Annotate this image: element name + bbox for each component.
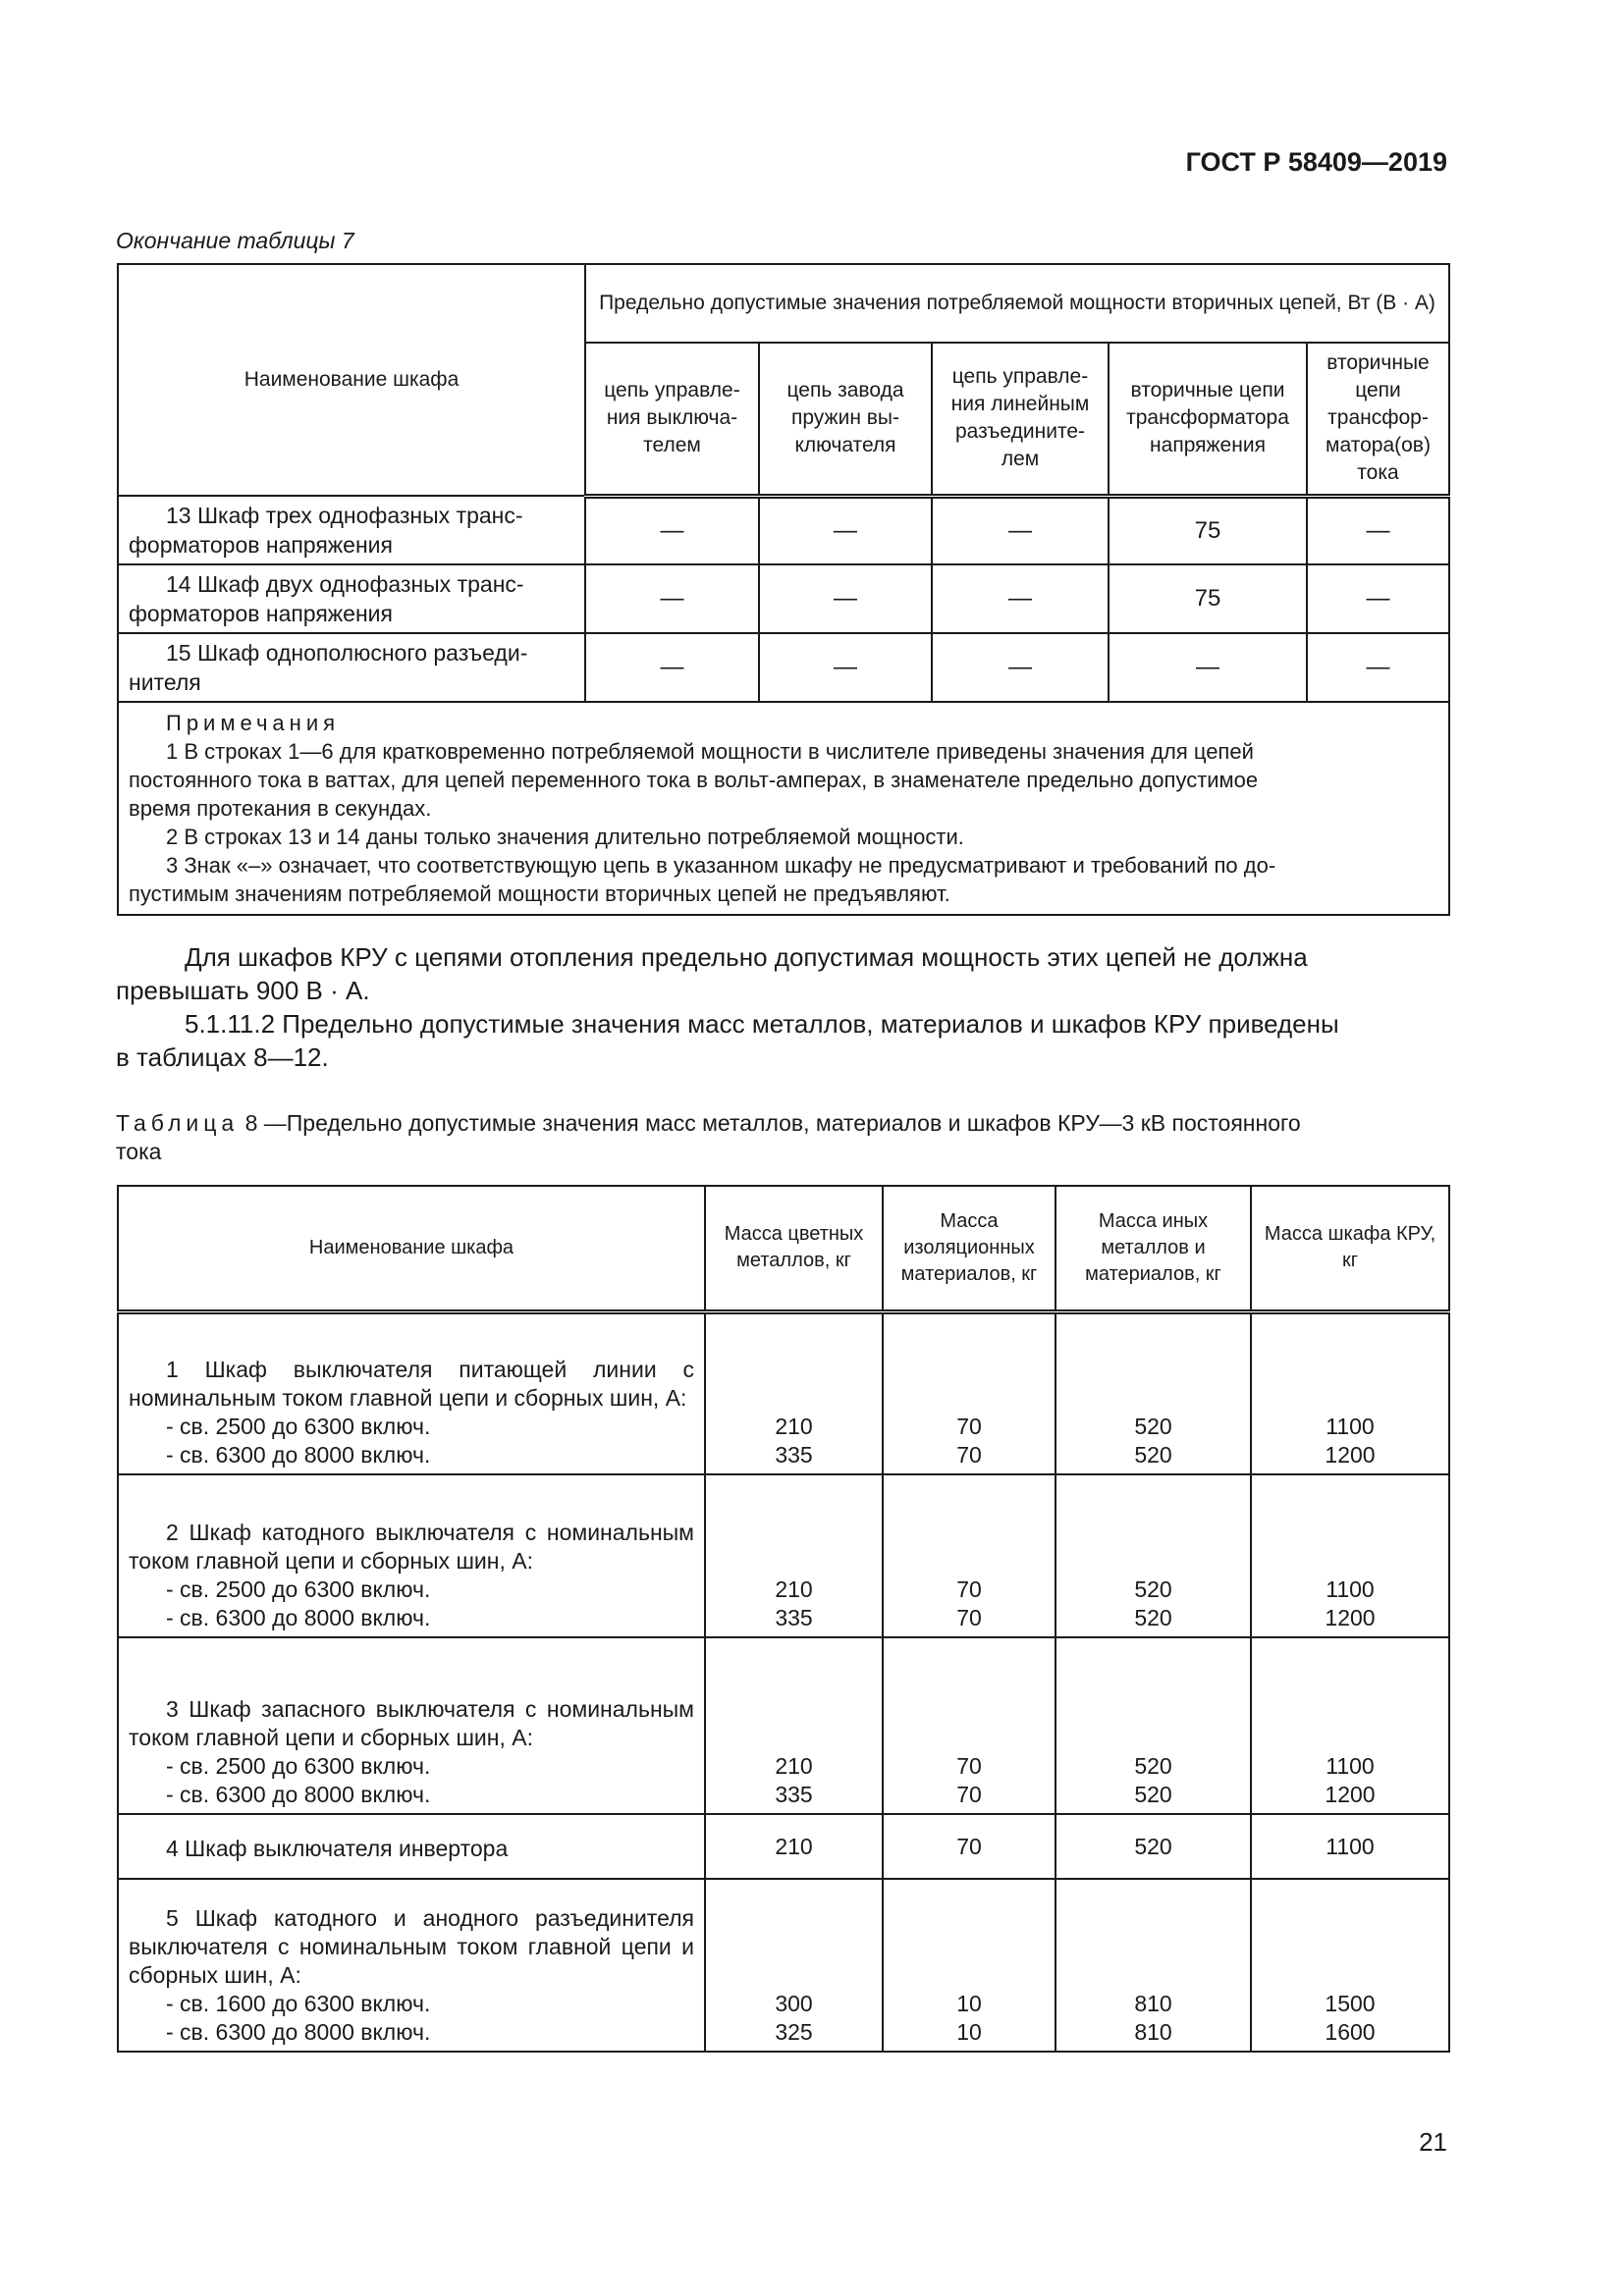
cell: 1100 1200	[1251, 1311, 1449, 1474]
cell: 300 325	[705, 1879, 883, 2052]
table-row	[118, 564, 1449, 633]
cell: —	[585, 633, 759, 702]
cell: —	[585, 496, 759, 564]
cell: 210	[705, 1814, 883, 1879]
document-id-header: ГОСТ Р 58409—2019	[1185, 147, 1447, 177]
row-sub: - св. 6300 до 8000 включ.	[166, 2019, 431, 2045]
cell: 70 70	[883, 1637, 1056, 1814]
table8-caption-label: Таблица	[116, 1110, 240, 1136]
cell: 10 10	[883, 1879, 1056, 2052]
row-lead: 2 Шкаф катодного выключателя с номинальным током главной цепи и сборных шин, А:	[129, 1520, 694, 1574]
row-lead: 5 Шкаф катодного и анодного разъединителя выключателя с номинальным током главной цепи и сборных шин, А:	[129, 1905, 694, 1988]
cell: 70	[883, 1814, 1056, 1879]
cell: —	[1307, 633, 1449, 702]
table8	[117, 1185, 1450, 2053]
cell: 1100	[1251, 1814, 1449, 1879]
cell: —	[759, 496, 932, 564]
table8-caption-text: 8 —Предельно допустимые значения масс металлов, материалов и шкафов КРУ—3 кВ постоянного	[239, 1110, 1301, 1136]
cell: 1100 1200	[1251, 1474, 1449, 1637]
table7-caption: Окончание таблицы 7	[116, 228, 354, 253]
cell: —	[932, 633, 1109, 702]
table8-caption	[116, 1109, 1447, 1166]
row-sub: - св. 2500 до 6300 включ.	[166, 1753, 431, 1779]
column-header: цепь управле- ния линейным разъедините- лем	[932, 343, 1109, 496]
row-sub: - св. 6300 до 8000 включ.	[166, 1442, 431, 1468]
paragraph-clause-5-1-11-2	[116, 1007, 1447, 1074]
table-row	[118, 633, 1449, 702]
table-row	[118, 496, 1449, 564]
row-sub: - св. 6300 до 8000 включ.	[166, 1782, 431, 1807]
cell: 1500 1600	[1251, 1879, 1449, 2052]
cell: 75	[1109, 496, 1307, 564]
column-header-cabinet-name: Наименование шкафа	[118, 264, 585, 496]
note-3: 3 Знак «–» означает, что соответствующую цепь в указанном шкафу не предусматривают и требований по до-	[166, 853, 1276, 878]
row-name	[118, 1814, 705, 1879]
column-header: Масса цветных металлов, кг	[705, 1186, 883, 1311]
paragraph-line: в таблицах 8—12.	[116, 1042, 329, 1072]
row-sub: - св. 2500 до 6300 включ.	[166, 1576, 431, 1602]
cell: —	[759, 633, 932, 702]
column-header: вторичные цепи трансфор- матора(ов) тока	[1307, 343, 1449, 496]
column-header: Масса иных металлов и материалов, кг	[1056, 1186, 1251, 1311]
row-name	[118, 1474, 705, 1637]
cell: —	[759, 564, 932, 633]
column-header: вторичные цепи трансформатора напряжения	[1109, 343, 1307, 496]
cell: 810 810	[1056, 1879, 1251, 2052]
cell: 210 335	[705, 1311, 883, 1474]
note-1: 1 В строках 1—6 для кратковременно потребляемой мощности в числителе приведены значения для цепей	[166, 739, 1254, 764]
row-name: 14 Шкаф двух однофазных транс- форматоров напряжения	[118, 564, 585, 633]
table-row	[118, 1637, 1449, 1814]
table7	[117, 263, 1450, 916]
column-header: цепь управле- ния выключа- телем	[585, 343, 759, 496]
cell: 75	[1109, 564, 1307, 633]
table-row	[118, 1879, 1449, 2052]
paragraph-heating-circuits	[116, 940, 1447, 1007]
cell: —	[932, 496, 1109, 564]
row-sub: - св. 6300 до 8000 включ.	[166, 1605, 431, 1630]
table-row	[118, 1814, 1449, 1879]
cell: —	[932, 564, 1109, 633]
paragraph-line: превышать 900 В · А.	[116, 976, 370, 1005]
cell: —	[1109, 633, 1307, 702]
row-lead: 1 Шкаф выключателя питающей линии с номинальным током главной цепи и сборных шин, А:	[129, 1357, 694, 1411]
note-3-cont: пустимым значениям потребляемой мощности вторичных цепей не предъявляют.	[129, 881, 950, 906]
cell: 210 335	[705, 1637, 883, 1814]
table-row	[118, 1311, 1449, 1474]
column-header-cabinet-name: Наименование шкафа	[118, 1186, 705, 1311]
column-header: цепь завода пружин вы- ключателя	[759, 343, 932, 496]
page-number: 21	[1419, 2127, 1447, 2157]
row-sub: - св. 1600 до 6300 включ.	[166, 1991, 431, 2016]
cell: —	[1307, 564, 1449, 633]
column-group-header: Предельно допустимые значения потребляемой мощности вторичных цепей, Вт (В · А)	[585, 264, 1449, 343]
cell: 520 520	[1056, 1637, 1251, 1814]
cell: —	[585, 564, 759, 633]
cell: —	[1307, 496, 1449, 564]
cell: 1100 1200	[1251, 1637, 1449, 1814]
row-sub: - св. 2500 до 6300 включ.	[166, 1414, 431, 1439]
row-name	[118, 1879, 705, 2052]
table-row	[118, 1474, 1449, 1637]
cell: 520	[1056, 1814, 1251, 1879]
row-name	[118, 1637, 705, 1814]
column-header: Масса изоляционных материалов, кг	[883, 1186, 1056, 1311]
row-name: 15 Шкаф однополюсного разъеди- нителя	[118, 633, 585, 702]
table8-caption-text: тока	[116, 1139, 162, 1164]
table7-notes	[118, 702, 1449, 915]
row-lead: 4 Шкаф выключателя инвертора	[166, 1835, 509, 1861]
row-name	[118, 1311, 705, 1474]
notes-title: Примечания	[166, 711, 341, 735]
cell: 70 70	[883, 1474, 1056, 1637]
paragraph-line: 5.1.11.2 Предельно допустимые значения масс металлов, материалов и шкафов КРУ приведены	[185, 1009, 1339, 1039]
column-header: Масса шкафа КРУ, кг	[1251, 1186, 1449, 1311]
note-1-cont: постоянного тока в ваттах, для цепей переменного тока в вольт-амперах, в знаменателе предельно допустимое	[129, 768, 1259, 792]
note-2: 2 В строках 13 и 14 даны только значения длительно потребляемой мощности.	[166, 825, 964, 849]
paragraph-line: Для шкафов КРУ с цепями отопления предельно допустимая мощность этих цепей не должна	[185, 942, 1308, 972]
row-name: 13 Шкаф трех однофазных транс- форматоров напряжения	[118, 496, 585, 564]
cell: 520 520	[1056, 1311, 1251, 1474]
row-lead: 3 Шкаф запасного выключателя с номинальным током главной цепи и сборных шин, А:	[129, 1696, 694, 1750]
cell: 520 520	[1056, 1474, 1251, 1637]
cell: 210 335	[705, 1474, 883, 1637]
note-1-cont: время протекания в секундах.	[129, 796, 432, 821]
cell: 70 70	[883, 1311, 1056, 1474]
